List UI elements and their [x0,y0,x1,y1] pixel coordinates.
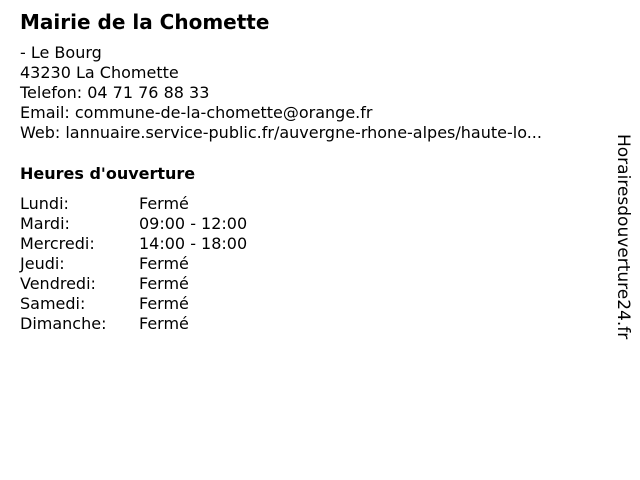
day-hours: Fermé [139,274,189,293]
day-label: Samedi: [20,294,86,313]
day-label: Mercredi: [20,234,95,253]
day-hours: Fermé [139,314,189,333]
phone-line: Telefon: 04 71 76 88 33 [20,83,210,102]
watermark-text: Horairesdouverture24.fr [613,134,633,340]
day-label: Dimanche: [20,314,107,333]
web-line: Web: lannuaire.service-public.fr/auvergne-rhone-alpes/haute-lo... [20,123,542,142]
day-label: Vendredi: [20,274,96,293]
day-hours: Fermé [139,294,189,313]
contact-block [20,43,542,143]
day-label: Lundi: [20,194,69,213]
email-line: Email: commune-de-la-chomette@orange.fr [20,103,373,122]
day-hours: 14:00 - 18:00 [139,234,248,253]
address-line-2: 43230 La Chomette [20,63,179,82]
address-line-1: - Le Bourg [20,43,102,62]
watermark [611,134,635,374]
day-hours: Fermé [139,254,189,273]
day-label: Jeudi: [20,254,65,273]
business-name: Mairie de la Chomette [20,10,270,34]
day-hours: Fermé [139,194,189,213]
day-hours: 09:00 - 12:00 [139,214,248,233]
day-label: Mardi: [20,214,70,233]
opening-hours-heading: Heures d'ouverture [20,164,196,183]
